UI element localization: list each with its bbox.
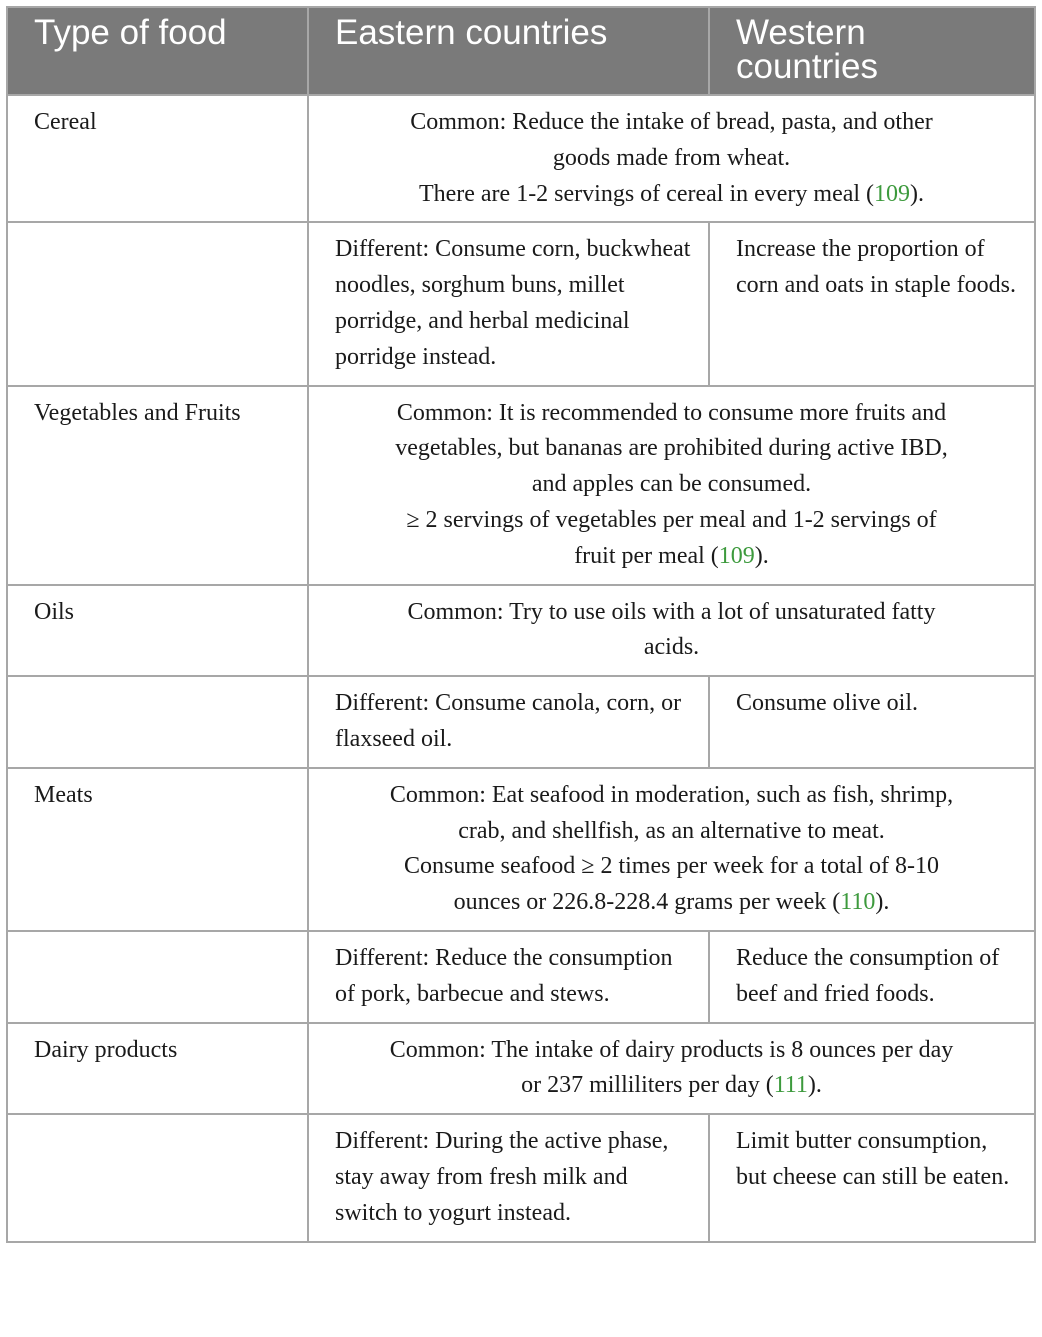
common-text-line bbox=[329, 177, 1014, 213]
common-text-end: ). bbox=[910, 180, 925, 207]
common-text-line bbox=[329, 539, 1014, 575]
common-text: Common: Eat seafood in moderation, such as fish, shrimp, bbox=[389, 781, 954, 808]
empty-type-cell bbox=[7, 676, 308, 768]
common-text-line bbox=[329, 1068, 1014, 1104]
table-row-different bbox=[7, 1114, 1035, 1241]
food-type-cell: Dairy products bbox=[7, 1023, 308, 1115]
table-row-different bbox=[7, 676, 1035, 768]
common-text: Common: Reduce the intake of bread, pasta, and other bbox=[410, 109, 933, 135]
common-text-line bbox=[329, 503, 1014, 539]
table-row-common bbox=[7, 585, 1035, 677]
common-text: There are 1-2 servings of cereal in every meal ( bbox=[418, 180, 875, 207]
common-text: Consume seafood ≥ 2 times per week for a total of 8-10 bbox=[403, 853, 940, 880]
common-text-line bbox=[329, 1033, 1014, 1069]
empty-type-cell bbox=[7, 931, 308, 1023]
header-western-countries: Western countries bbox=[709, 7, 1035, 95]
common-text: vegetables, but bananas are prohibited during active IBD, bbox=[395, 435, 948, 462]
common-text-line bbox=[329, 431, 1014, 467]
common-text-line bbox=[329, 595, 1014, 631]
table-row-common bbox=[7, 386, 1035, 585]
eastern-recommendation-cell: Different: Consume corn, buckwheat noodles, sorghum buns, millet porridge, and herbal medicinal porridge instead. bbox=[308, 222, 709, 385]
table-body bbox=[7, 95, 1035, 1242]
common-text: acids. bbox=[643, 634, 700, 661]
common-text-line bbox=[329, 141, 1014, 177]
common-text: and apples can be consumed. bbox=[531, 471, 812, 498]
common-text-line bbox=[329, 630, 1014, 666]
common-recommendation-cell bbox=[308, 386, 1035, 585]
food-type-cell: Vegetables and Fruits bbox=[7, 386, 308, 585]
common-text-line bbox=[329, 396, 1014, 432]
empty-type-cell bbox=[7, 222, 308, 385]
common-text: or 237 milliliters per day ( bbox=[521, 1072, 774, 1099]
empty-type-cell bbox=[7, 1114, 308, 1241]
table-row-different bbox=[7, 222, 1035, 385]
common-text-line bbox=[329, 814, 1014, 850]
table-row-common bbox=[7, 768, 1035, 931]
common-text: fruit per meal ( bbox=[574, 542, 719, 569]
reference-link[interactable]: 110 bbox=[840, 889, 876, 916]
table-row-common bbox=[7, 95, 1035, 222]
common-text-end: ). bbox=[807, 1072, 822, 1099]
common-text: Common: Try to use oils with a lot of unsaturated fatty bbox=[407, 598, 936, 625]
common-recommendation-cell bbox=[308, 768, 1035, 931]
header-type-of-food: Type of food bbox=[7, 7, 308, 95]
common-text: ≥ 2 servings of vegetables per meal and 1-2 servings of bbox=[406, 506, 937, 533]
eastern-recommendation-cell: Different: During the active phase, stay away from fresh milk and switch to yogurt instead. bbox=[308, 1114, 709, 1241]
food-type-cell: Cereal bbox=[7, 95, 308, 222]
common-recommendation-cell bbox=[308, 1023, 1035, 1115]
common-text: crab, and shellfish, as an alternative to meat. bbox=[458, 817, 885, 844]
common-text: ounces or 226.8-228.4 grams per week ( bbox=[453, 889, 841, 916]
common-text-line bbox=[329, 105, 1014, 141]
reference-link[interactable]: 109 bbox=[874, 180, 911, 207]
common-text-line bbox=[329, 778, 1014, 814]
common-text: Common: It is recommended to consume more fruits and bbox=[396, 399, 947, 426]
western-recommendation-cell: Increase the proportion of corn and oats in staple foods. bbox=[709, 222, 1035, 385]
food-type-cell: Meats bbox=[7, 768, 308, 931]
western-recommendation-cell: Limit butter consumption, but cheese can still be eaten. bbox=[709, 1114, 1035, 1241]
common-recommendation-cell bbox=[308, 585, 1035, 677]
food-type-cell: Oils bbox=[7, 585, 308, 677]
table-row-different bbox=[7, 931, 1035, 1023]
common-text: goods made from wheat. bbox=[552, 144, 791, 171]
common-text-line bbox=[329, 849, 1014, 885]
common-text-end: ). bbox=[875, 889, 890, 916]
common-text-end: ). bbox=[754, 542, 769, 569]
table-row-common bbox=[7, 1023, 1035, 1115]
header-eastern-countries: Eastern countries bbox=[308, 7, 709, 95]
common-recommendation-cell bbox=[308, 95, 1035, 222]
eastern-recommendation-cell: Different: Consume canola, corn, or flaxseed oil. bbox=[308, 676, 709, 768]
western-recommendation-cell: Reduce the consumption of beef and fried foods. bbox=[709, 931, 1035, 1023]
western-recommendation-cell: Consume olive oil. bbox=[709, 676, 1035, 768]
table-header bbox=[7, 7, 1035, 95]
common-text-line bbox=[329, 885, 1014, 921]
common-text-line bbox=[329, 467, 1014, 503]
header-row bbox=[7, 7, 1035, 95]
common-text: Common: The intake of dairy products is 8 ounces per day bbox=[389, 1036, 954, 1063]
diet-comparison-table bbox=[6, 6, 1036, 1243]
reference-link[interactable]: 111 bbox=[773, 1072, 808, 1099]
reference-link[interactable]: 109 bbox=[718, 542, 755, 569]
eastern-recommendation-cell: Different: Reduce the consumption of pork, barbecue and stews. bbox=[308, 931, 709, 1023]
